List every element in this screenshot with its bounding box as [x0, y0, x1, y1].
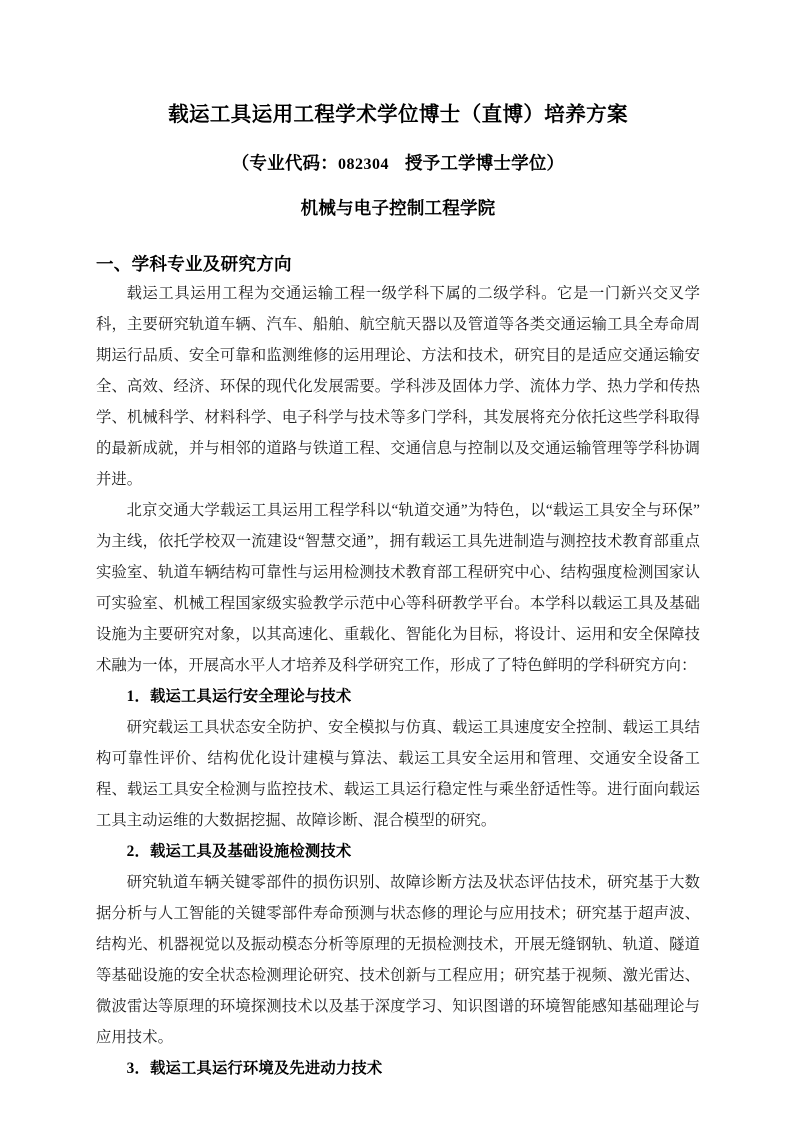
paragraph-university-features: 北京交通大学载运工具运用工程学科以“轨道交通”为特色，以“载运工具安全与环保”为主线，依托学校双一流建设“智慧交通”，拥有载运工具先进制造与测控技术教育部重点实验室、轨道车辆结构可靠性与运用检测技术教育部工程研究中心、结构强度检测国家认可实验室、机械工程国家级实验教学示范中心等科研教学平台。本学科以载运工具及基础设施为主要研究对象，以其高速化、重载化、智能化为目标，将设计、运用和安全保障技术融为一体，开展高水平人才培养及科学研究工作，形成了了特色鲜明的学科研究方向：	[96, 501, 700, 674]
page-title: 载运工具运用工程学术学位博士（直博）培养方案	[168, 104, 628, 126]
page-content	[96, 0, 700, 1084]
degree-awarded-text: 授予工学博士学位）	[404, 152, 565, 173]
direction-body-2: 研究轨道车辆关键零部件的损伤识别、故障诊断方法及状态评估技术，研究基于大数据分析与人工智能的关键零部件寿命预测与状态修的理论与应用技术；研究基于超声波、结构光、机器视觉以及振动模态分析等原理的无损检测技术，开展无缝钢轨、轨道、隧道等基础设施的安全状态检测理论研究、技术创新与工程应用；研究基于视频、激光雷达、微波雷达等原理的环境探测技术以及基于深度学习、知识图谱的环境智能感知基础理论与应用技术。	[96, 873, 700, 1046]
major-code-value: 082304	[337, 155, 389, 173]
direction-heading-2	[96, 836, 700, 867]
direction-number-3: 3．	[126, 1059, 150, 1077]
direction-number-1: 1．	[126, 687, 150, 705]
direction-heading-1	[96, 681, 700, 712]
direction-number-2: 2．	[126, 842, 150, 860]
major-code-line	[96, 130, 700, 176]
direction-heading-3	[96, 1053, 700, 1084]
paragraph-discipline-overview: 载运工具运用工程为交通运输工程一级学科下属的二级学科。它是一门新兴交叉学科，主要研究轨道车辆、汽车、船舶、航空航天器以及管道等各类交通运输工具全寿命周期运行品质、安全可靠和监测维修的运用理论、方法和技术，研究目的是适应交通运输安全、高效、经济、环保的现代化发展需要。学科涉及固体力学、流体力学、热力学和传热学、机械科学、材料科学、电子科学与技术等多门学科，其发展将充分依托这些学科取得的最新成就，并与相邻的道路与铁道工程、交通信息与控制以及交通运输管理等学科协调并进。	[96, 284, 700, 488]
section-heading-disciplines: 一、学科专业及研究方向	[96, 253, 292, 274]
direction-title-2: 载运工具及基础设施检测技术	[149, 842, 352, 860]
major-code-prefix: （专业代码：	[231, 152, 338, 173]
direction-title-1: 载运工具运行安全理论与技术	[149, 687, 352, 705]
school-name: 机械与电子控制工程学院	[300, 198, 496, 219]
direction-body-1: 研究载运工具状态安全防护、安全模拟与仿真、载运工具速度安全控制、载运工具结构可靠性评价、结构优化设计建模与算法、载运工具安全运用和管理、交通安全设备工程、载运工具安全检测与监控技术、载运工具运行稳定性与乘坐舒适性等。进行面向载运工具主动运维的大数据挖掘、故障诊断、混合模型的研究。	[96, 718, 700, 829]
direction-title-3: 载运工具运行环境及先进动力技术	[149, 1059, 383, 1077]
